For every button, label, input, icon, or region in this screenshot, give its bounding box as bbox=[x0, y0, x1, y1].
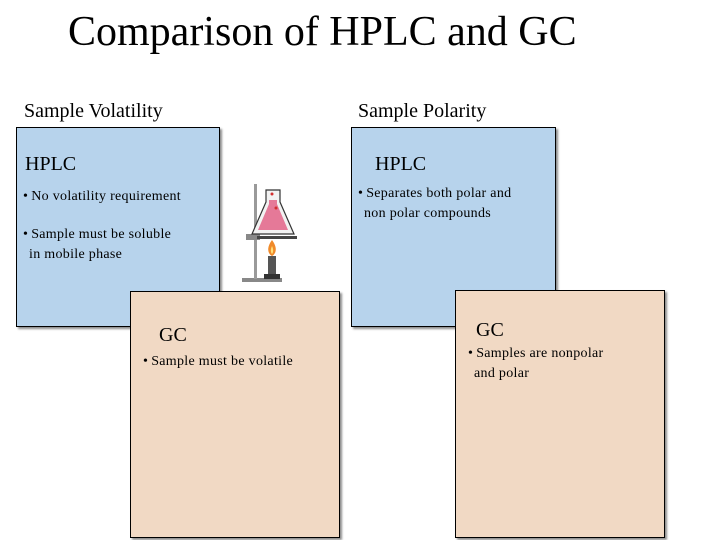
left-gc-box bbox=[130, 291, 340, 538]
left-hplc-bullet-2: • Sample must be soluble in mobile phase bbox=[23, 227, 172, 262]
right-gc-box bbox=[455, 290, 665, 538]
left-gc-bullet-1: • Sample must be volatile bbox=[143, 354, 294, 369]
left-gc-label: GC bbox=[159, 324, 187, 346]
left-hplc-bullet-1: • No volatility requirement bbox=[23, 189, 181, 204]
right-hplc-bullet-1: • Separates both polar and non polar compounds bbox=[358, 186, 512, 221]
slide-title: Comparison of HPLC and GC bbox=[68, 9, 577, 55]
right-gc-bullet-1: • Samples are nonpolar and polar bbox=[468, 346, 604, 381]
volatility-heading: Sample Volatility bbox=[24, 100, 163, 122]
right-gc-label: GC bbox=[476, 319, 504, 341]
polarity-heading: Sample Polarity bbox=[358, 100, 487, 122]
flask-on-burner-icon bbox=[240, 180, 300, 284]
right-hplc-label: HPLC bbox=[375, 153, 427, 175]
left-hplc-label: HPLC bbox=[25, 153, 77, 175]
